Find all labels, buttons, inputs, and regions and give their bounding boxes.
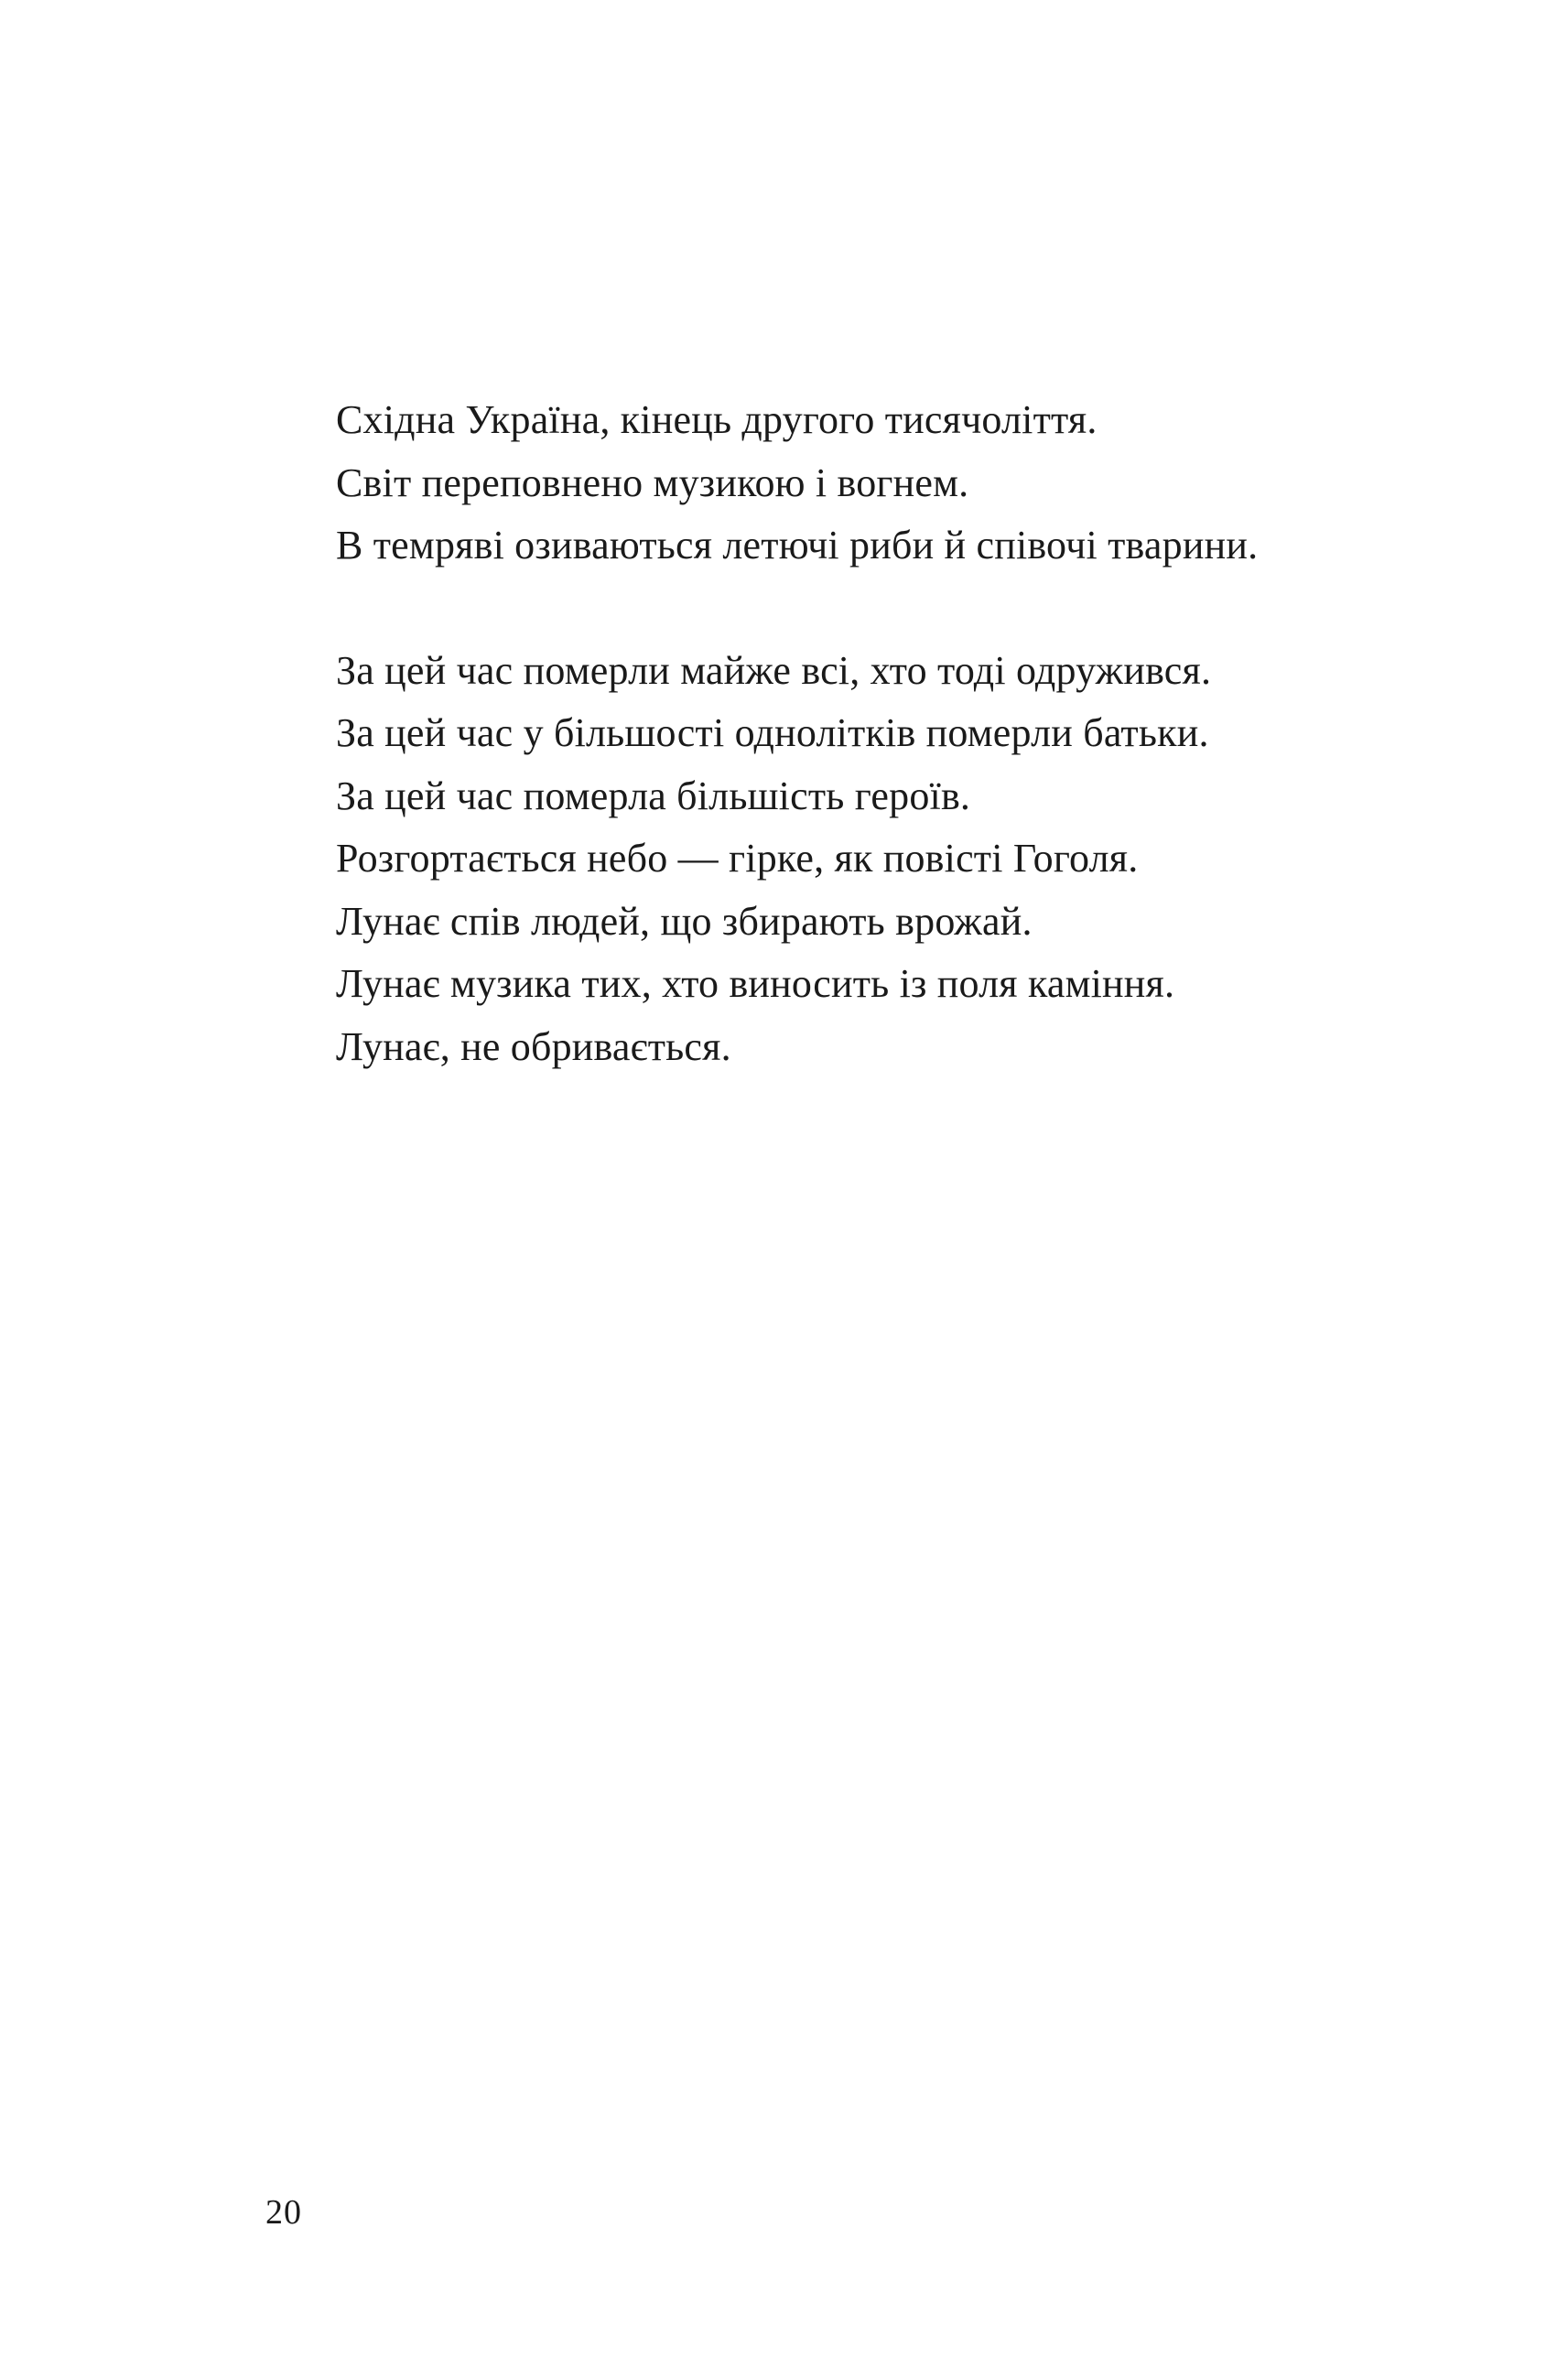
poem-line: Лунає спів людей, що збирають врожай. [336,898,1033,944]
poem-line: Східна Україна, кінець другого тисячоліття. [336,397,1098,442]
page-number: 20 [265,2193,302,2232]
poem-line: За цей час у більшості однолітків померли батьки. [336,710,1209,755]
poem-line: Лунає, не обривається. [336,1023,731,1069]
poem-line: В темряві озиваються летючі риби й співочі тварини. [336,523,1259,568]
poem-line: Світ переповнено музикою і вогнем. [336,460,969,505]
poem [336,389,1434,1078]
stanza-2 [336,640,1434,1079]
poem-line: За цей час померли майже всі, хто тоді одружився. [336,647,1212,693]
poem-line: Розгортається небо — гірке, як повісті Гоголя. [336,836,1139,881]
stanza-1 [336,389,1434,578]
poem-line: Лунає музика тих, хто виносить із поля каміння. [336,961,1175,1006]
poem-line: За цей час померла більшість героїв. [336,773,971,818]
